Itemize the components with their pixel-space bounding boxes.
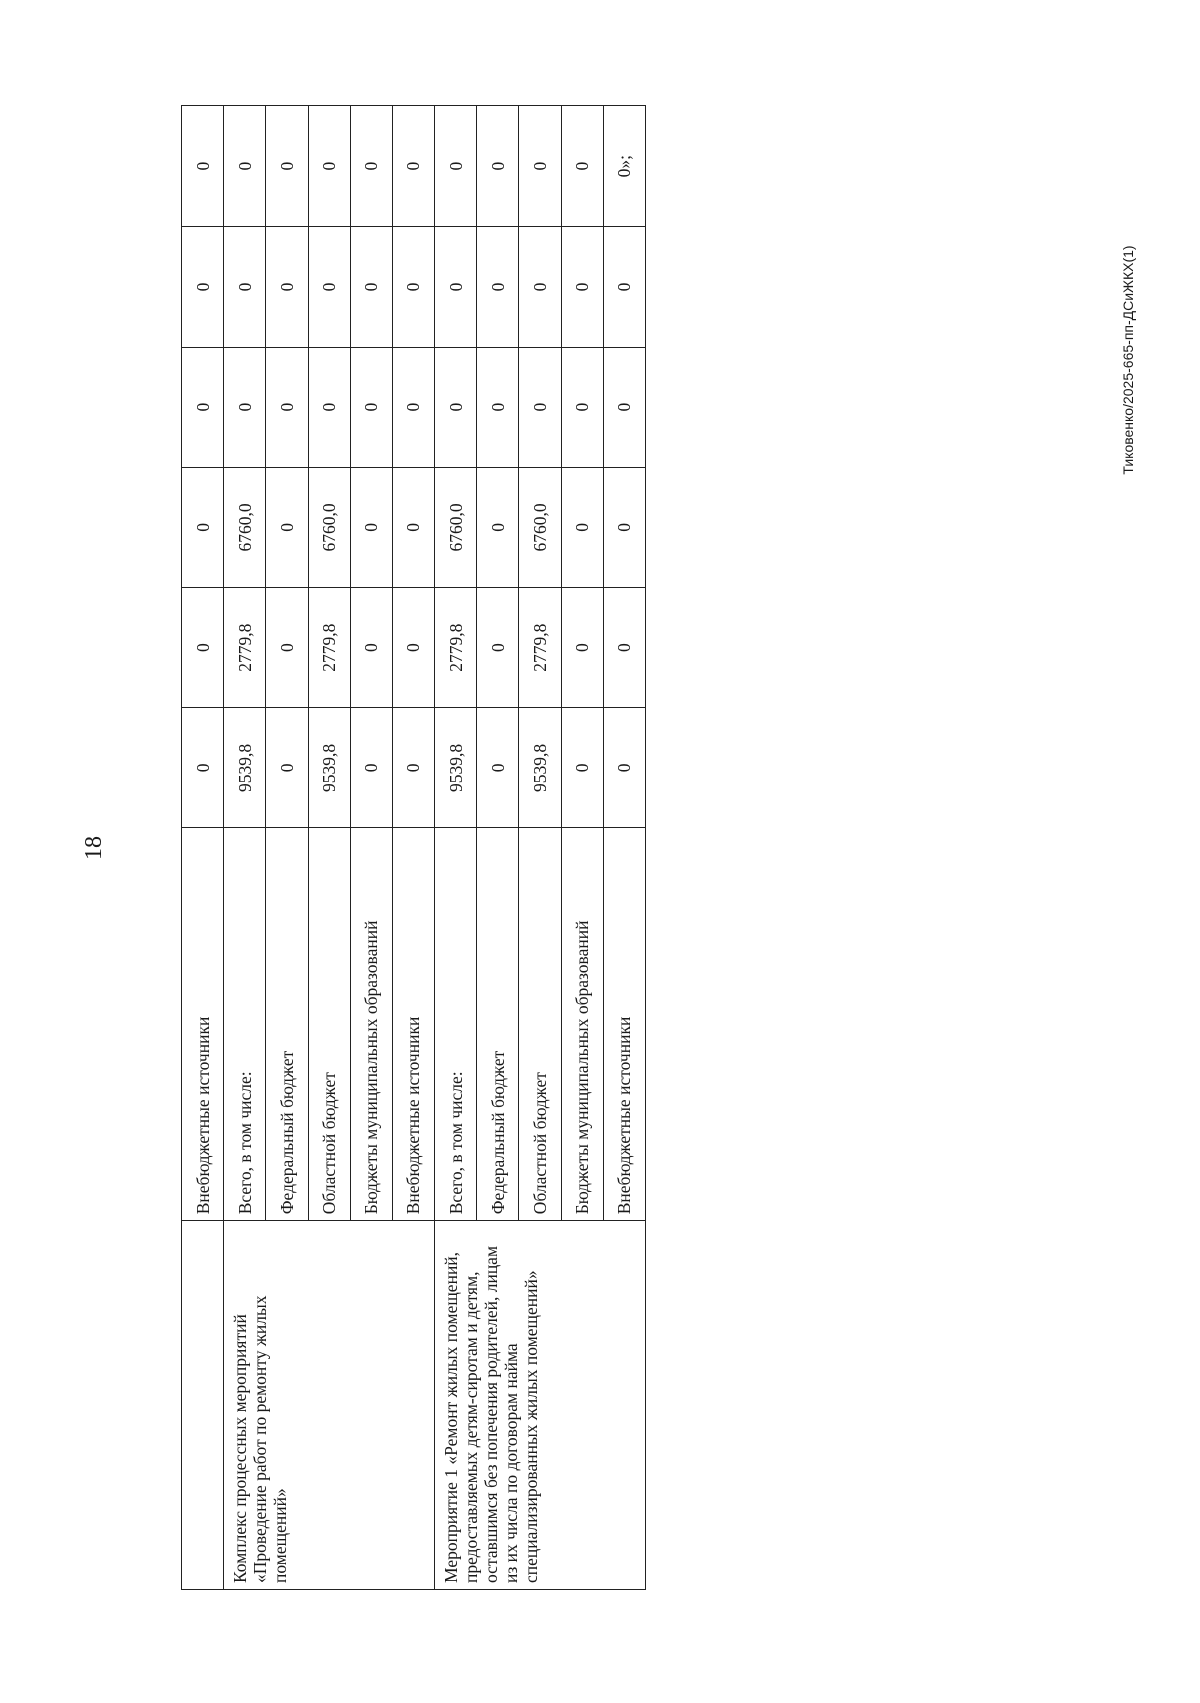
value-cell: 0 bbox=[224, 227, 266, 347]
value-cell: 0 bbox=[182, 588, 224, 708]
value-cell: 2779,8 bbox=[435, 588, 477, 708]
value-cell: 0 bbox=[561, 708, 603, 828]
value-cell: 0 bbox=[477, 708, 519, 828]
value-cell: 0 bbox=[477, 227, 519, 347]
value-cell: 2779,8 bbox=[519, 588, 561, 708]
value-cell: 0 bbox=[392, 588, 434, 708]
source-cell: Федеральный бюджет bbox=[266, 828, 308, 1221]
value-cell: 0 bbox=[350, 588, 392, 708]
value-cell: 0 bbox=[519, 347, 561, 467]
value-cell: 0 bbox=[308, 106, 350, 227]
value-cell: 0 bbox=[519, 106, 561, 227]
value-cell: 0 bbox=[308, 227, 350, 347]
value-cell: 0 bbox=[561, 227, 603, 347]
value-cell: 0 bbox=[392, 708, 434, 828]
value-cell: 0 bbox=[266, 227, 308, 347]
empty-description-cell bbox=[182, 1221, 224, 1590]
value-cell: 0 bbox=[350, 467, 392, 587]
value-cell: 0 bbox=[477, 467, 519, 587]
value-cell: 9539,8 bbox=[435, 708, 477, 828]
value-cell: 0 bbox=[224, 106, 266, 227]
value-cell: 0 bbox=[182, 467, 224, 587]
source-cell: Бюджеты муниципальных образований bbox=[350, 828, 392, 1221]
value-cell: 0 bbox=[519, 227, 561, 347]
value-cell: 0 bbox=[435, 347, 477, 467]
value-cell: 0 bbox=[603, 708, 645, 828]
value-cell: 0 bbox=[561, 347, 603, 467]
footer-document-code: Тиковенко/2025-665-пп-ДСиЖКХ(1) bbox=[1120, 245, 1136, 475]
budget-table-container bbox=[181, 105, 646, 1590]
source-cell: Всего, в том числе: bbox=[224, 828, 266, 1221]
value-cell: 2779,8 bbox=[224, 588, 266, 708]
value-cell: 2779,8 bbox=[308, 588, 350, 708]
value-cell: 0 bbox=[603, 467, 645, 587]
table-row bbox=[435, 106, 477, 1590]
value-cell: 0 bbox=[477, 588, 519, 708]
value-cell: 6760,0 bbox=[224, 467, 266, 587]
value-cell: 0 bbox=[182, 347, 224, 467]
value-cell: 0 bbox=[266, 347, 308, 467]
value-cell: 0 bbox=[561, 106, 603, 227]
source-cell: Бюджеты муниципальных образований bbox=[561, 828, 603, 1221]
value-cell: 0 bbox=[603, 588, 645, 708]
group-description-cell: Комплекс процессных мероприятий «Проведение работ по ремонту жилых помещений» bbox=[224, 1221, 435, 1590]
value-cell: 0 bbox=[435, 106, 477, 227]
value-cell: 0 bbox=[350, 227, 392, 347]
source-cell: Внебюджетные источники bbox=[182, 828, 224, 1221]
value-cell: 0 bbox=[266, 588, 308, 708]
value-cell: 0 bbox=[392, 227, 434, 347]
value-cell: 0 bbox=[477, 106, 519, 227]
budget-table bbox=[181, 105, 646, 1590]
value-cell: 0 bbox=[392, 347, 434, 467]
value-cell: 0 bbox=[477, 347, 519, 467]
value-cell: 0 bbox=[266, 467, 308, 587]
value-cell: 0»; bbox=[603, 106, 645, 227]
source-cell: Внебюджетные источники bbox=[392, 828, 434, 1221]
value-cell: 0 bbox=[392, 467, 434, 587]
source-cell: Всего, в том числе: bbox=[435, 828, 477, 1221]
value-cell: 9539,8 bbox=[224, 708, 266, 828]
value-cell: 6760,0 bbox=[519, 467, 561, 587]
value-cell: 0 bbox=[350, 106, 392, 227]
value-cell: 0 bbox=[603, 227, 645, 347]
value-cell: 6760,0 bbox=[435, 467, 477, 587]
source-cell: Федеральный бюджет bbox=[477, 828, 519, 1221]
page-number: 18 bbox=[81, 836, 107, 860]
value-cell: 9539,8 bbox=[519, 708, 561, 828]
source-cell: Областной бюджет bbox=[308, 828, 350, 1221]
value-cell: 0 bbox=[182, 227, 224, 347]
value-cell: 0 bbox=[561, 467, 603, 587]
value-cell: 0 bbox=[350, 347, 392, 467]
table-row bbox=[224, 106, 266, 1590]
value-cell: 9539,8 bbox=[308, 708, 350, 828]
group-description-cell: Мероприятие 1 «Ремонт жилых помещений, предоставляемых детям-сиротам и детям, оставшимся без попечения родителей, лицам из их числа по договорам найма специализированных жилых помещений» bbox=[435, 1221, 646, 1590]
value-cell: 0 bbox=[392, 106, 434, 227]
value-cell: 0 bbox=[182, 106, 224, 227]
value-cell: 0 bbox=[561, 588, 603, 708]
value-cell: 0 bbox=[603, 347, 645, 467]
value-cell: 0 bbox=[224, 347, 266, 467]
value-cell: 0 bbox=[308, 347, 350, 467]
value-cell: 0 bbox=[266, 106, 308, 227]
value-cell: 6760,0 bbox=[308, 467, 350, 587]
table-row bbox=[182, 106, 224, 1590]
source-cell: Внебюджетные источники bbox=[603, 828, 645, 1221]
value-cell: 0 bbox=[350, 708, 392, 828]
value-cell: 0 bbox=[435, 227, 477, 347]
value-cell: 0 bbox=[182, 708, 224, 828]
source-cell: Областной бюджет bbox=[519, 828, 561, 1221]
value-cell: 0 bbox=[266, 708, 308, 828]
